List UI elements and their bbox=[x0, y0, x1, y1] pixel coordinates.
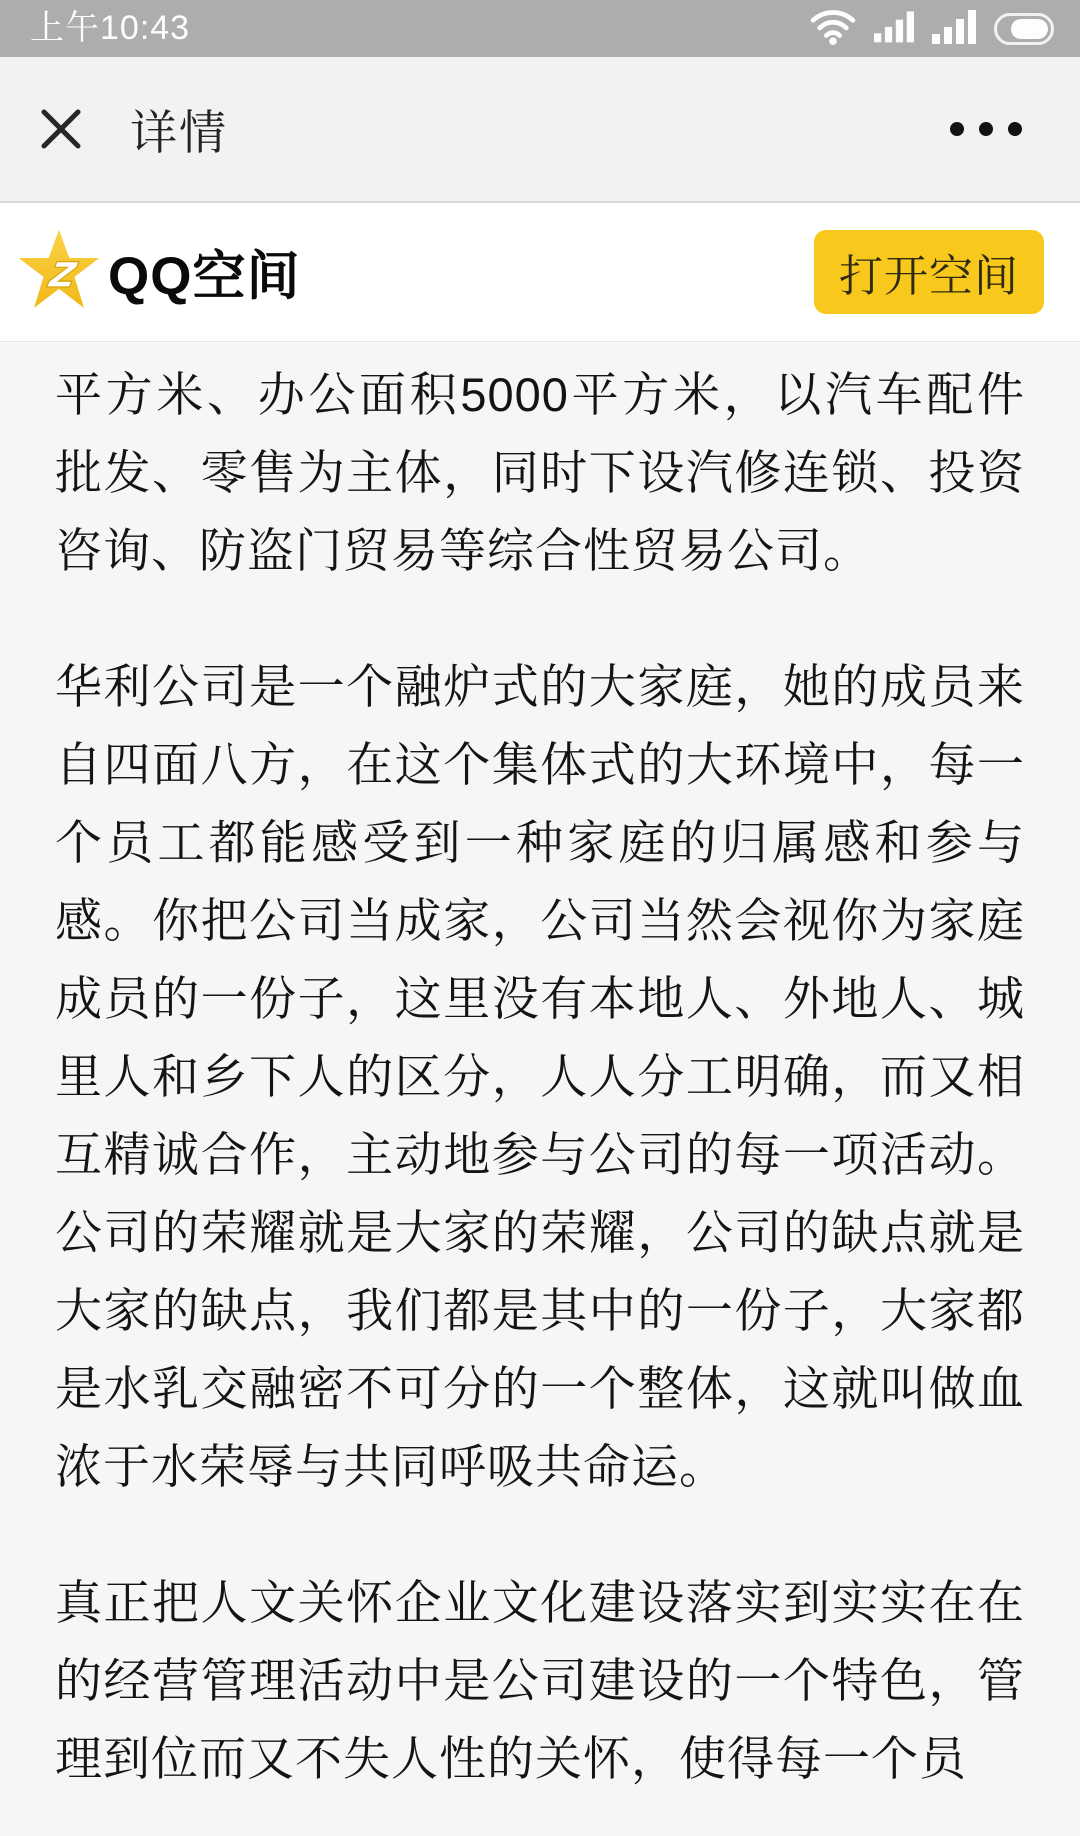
open-space-button[interactable]: 打开空间 bbox=[814, 230, 1044, 314]
status-time: 上午10:43 bbox=[30, 9, 191, 47]
status-bar bbox=[0, 0, 1080, 57]
close-icon[interactable] bbox=[38, 106, 84, 152]
wifi-icon bbox=[810, 7, 856, 50]
nav-bar bbox=[0, 57, 1080, 203]
brand-name: QQ空间 bbox=[108, 247, 301, 306]
qzone-star-icon bbox=[16, 227, 102, 318]
battery-icon bbox=[994, 13, 1054, 45]
status-icons bbox=[810, 7, 1054, 50]
signal-icon bbox=[874, 9, 914, 48]
article-body bbox=[0, 341, 1080, 1798]
more-menu-icon[interactable] bbox=[950, 102, 1022, 156]
article-paragraph: 华利公司是一个融炉式的大家庭，她的成员来自四面八方，在这个集体式的大环境中，每一个员工都能感受到一种家庭的归属感和参与感。你把公司当成家，公司当然会视你为家庭成员的一份子，这里没有本地人、外地人、城里人和乡下人的区分，人人分工明确，而又相互精诚合作，主动地参与公司的每一项活动。公司的荣耀就是大家的荣耀，公司的缺点就是大家的缺点，我们都是其中的一份子，大家都是水乳交融密不可分的一个整体，这就叫做血浓于水荣辱与共同呼吸共命运。 bbox=[55, 660, 1025, 1493]
qzone-header bbox=[0, 203, 1080, 341]
svg-text:z: z bbox=[45, 245, 82, 299]
article-paragraph: 平方米、办公面积5000平方米，以汽车配件批发、零售为主体，同时下设汽修连锁、投资咨询、防盗门贸易等综合性贸易公司。 bbox=[55, 368, 1025, 577]
signal-icon bbox=[932, 8, 976, 49]
article-paragraph: 真正把人文关怀企业文化建设落实到实实在在的经营管理活动中是公司建设的一个特色，管理到位而又不失人性的关怀，使得每一个员 bbox=[55, 1576, 1025, 1785]
page-title: 详情 bbox=[130, 105, 228, 159]
qzone-logo bbox=[16, 227, 300, 318]
